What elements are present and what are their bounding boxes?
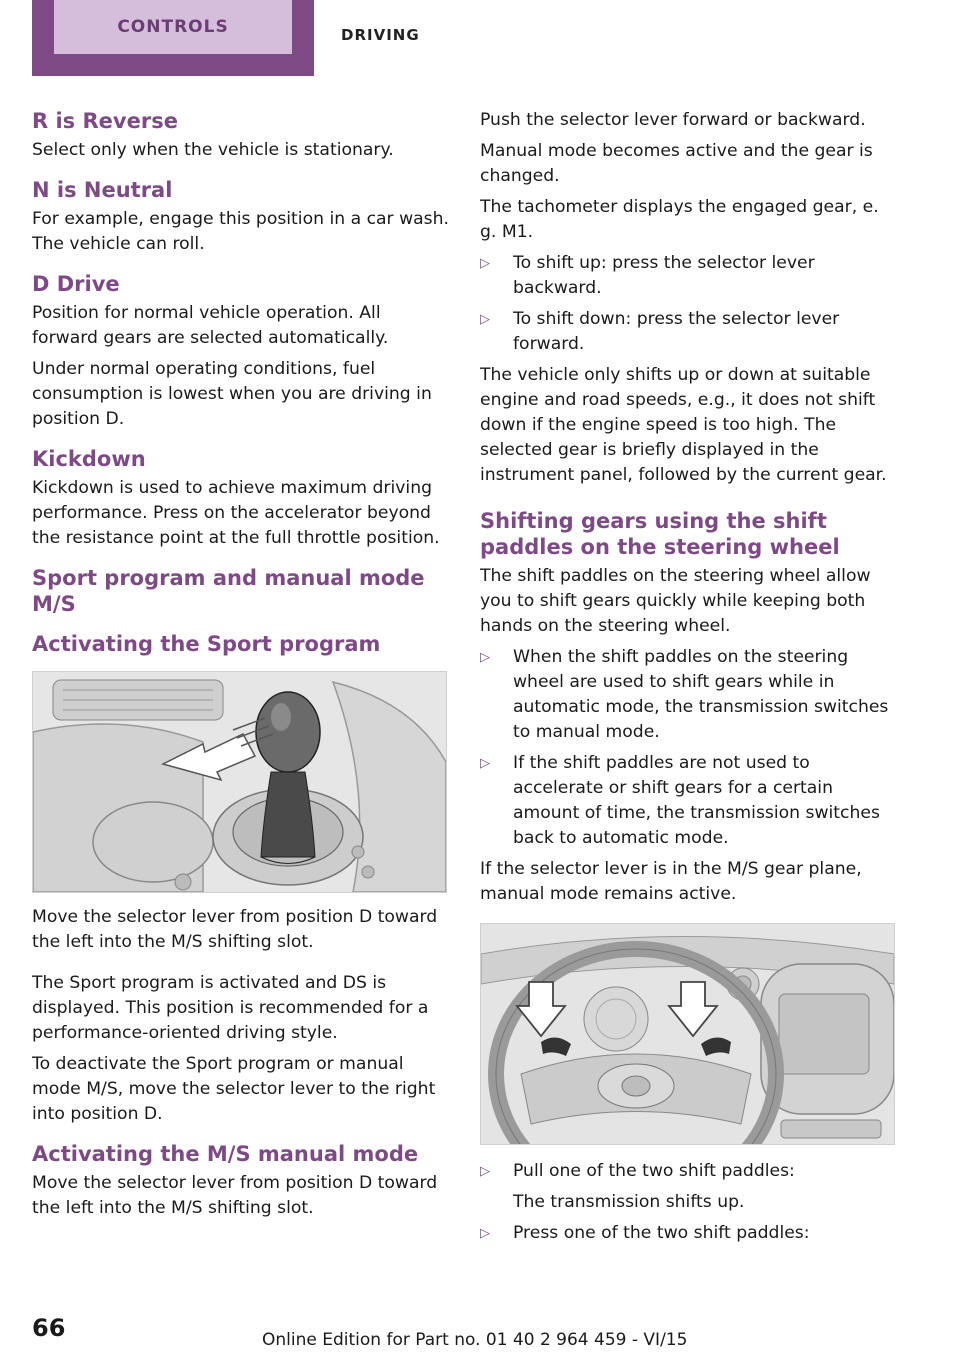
list-item: [480, 751, 898, 851]
bullet-text-shift-up: To shift up: press the selector lever backward.: [513, 253, 815, 298]
text-shift-conditions: The vehicle only shifts up or down at suitable engine and road speeds, e.g., it does not shift down if the engine speed is too high. The selected gear is briefly displayed in the instrument panel, followed by the current gear.: [480, 365, 887, 485]
heading-activating-ms: Activating the M/S manual mode: [32, 1142, 419, 1166]
text-drive-1: Position for normal vehicle operation. All forward gears are selected automatically.: [32, 303, 389, 348]
heading-sport-program: Sport program and manual mode M/S: [32, 566, 425, 616]
text-reverse: Select only when the vehicle is stationary.: [32, 140, 394, 160]
text-paddles-intro: The shift paddles on the steering wheel allow you to shift gears quickly while keeping both hands on the steering wheel.: [480, 566, 871, 636]
header-tab-bar: [0, 0, 960, 78]
edition-footer: Online Edition for Part no. 01 40 2 964 459 - VI/15: [262, 1330, 688, 1350]
text-manual-mode-active: Manual mode becomes active and the gear is changed.: [480, 141, 873, 186]
triangle-bullet-icon: ▷: [480, 312, 490, 327]
triangle-bullet-icon: ▷: [480, 256, 490, 271]
text-drive-2: Under normal operating conditions, fuel consumption is lowest when you are driving in position D.: [32, 359, 432, 429]
tab-controls-label: CONTROLS: [117, 17, 229, 37]
heading-activating-sport: Activating the Sport program: [32, 632, 381, 656]
right-column: [480, 108, 898, 1246]
left-column: [32, 108, 450, 1221]
text-activating-ms: Move the selector lever from position D toward the left into the M/S shifting slot.: [32, 1173, 438, 1218]
text-push-selector: Push the selector lever forward or backward.: [480, 110, 866, 130]
selector-lever-drawing: [33, 672, 446, 892]
triangle-bullet-icon: ▷: [480, 1164, 490, 1179]
page-number: 66: [32, 1314, 66, 1342]
list-item: [480, 645, 898, 745]
heading-neutral: N is Neutral: [32, 178, 173, 202]
text-neutral: For example, engage this position in a car wash. The vehicle can roll.: [32, 209, 449, 254]
triangle-bullet-icon: ▷: [480, 756, 490, 771]
heading-shift-paddles: Shifting gears using the shift paddles on the steering wheel: [480, 509, 840, 559]
text-shifts-up: The transmission shifts up.: [513, 1192, 745, 1212]
steering-wheel-drawing: [481, 924, 894, 1144]
text-tachometer: The tachometer displays the engaged gear, e. g. M1.: [480, 197, 879, 242]
text-move-selector-1: Move the selector lever from position D toward the left into the M/S shifting slot.: [32, 907, 438, 952]
list-item: [480, 1221, 898, 1246]
steering-wheel-paddles-illustration: [480, 923, 895, 1145]
text-sport-activated: The Sport program is activated and DS is displayed. This position is recommended for a performance-oriented driving style.: [32, 973, 429, 1043]
text-kickdown: Kickdown is used to achieve maximum driving performance. Press on the accelerator beyond the resistance point at the full throttle position.: [32, 478, 440, 548]
tab-controls[interactable]: [32, 0, 314, 76]
list-item: [480, 307, 898, 357]
heading-kickdown: Kickdown: [32, 447, 146, 471]
bullet-text-shift-down: To shift down: press the selector lever forward.: [513, 309, 840, 354]
tab-controls-inner: [54, 0, 292, 54]
text-deactivate-sport: To deactivate the Sport program or manual mode M/S, move the selector lever to the right into position D.: [32, 1054, 436, 1124]
heading-reverse: R is Reverse: [32, 109, 178, 133]
tab-driving[interactable]: DRIVING: [341, 26, 420, 44]
bullet-text-pull-paddle: Pull one of the two shift paddles:: [513, 1161, 795, 1181]
bullet-text-paddles-auto: When the shift paddles on the steering wheel are used to shift gears while in automatic mode, the transmission switches to manual mode.: [513, 647, 889, 742]
triangle-bullet-icon: ▷: [480, 650, 490, 665]
heading-drive: D Drive: [32, 272, 120, 296]
selector-lever-illustration: [32, 671, 447, 893]
list-item: [480, 251, 898, 301]
list-item: [480, 1159, 898, 1184]
bullet-text-press-paddle: Press one of the two shift paddles:: [513, 1223, 810, 1243]
text-ms-gear-plane: If the selector lever is in the M/S gear plane, manual mode remains active.: [480, 859, 862, 904]
triangle-bullet-icon: ▷: [480, 1226, 490, 1241]
bullet-text-paddles-timeout: If the shift paddles are not used to accelerate or shift gears for a certain amount of time, the transmission switches back to automatic mode.: [513, 753, 880, 848]
